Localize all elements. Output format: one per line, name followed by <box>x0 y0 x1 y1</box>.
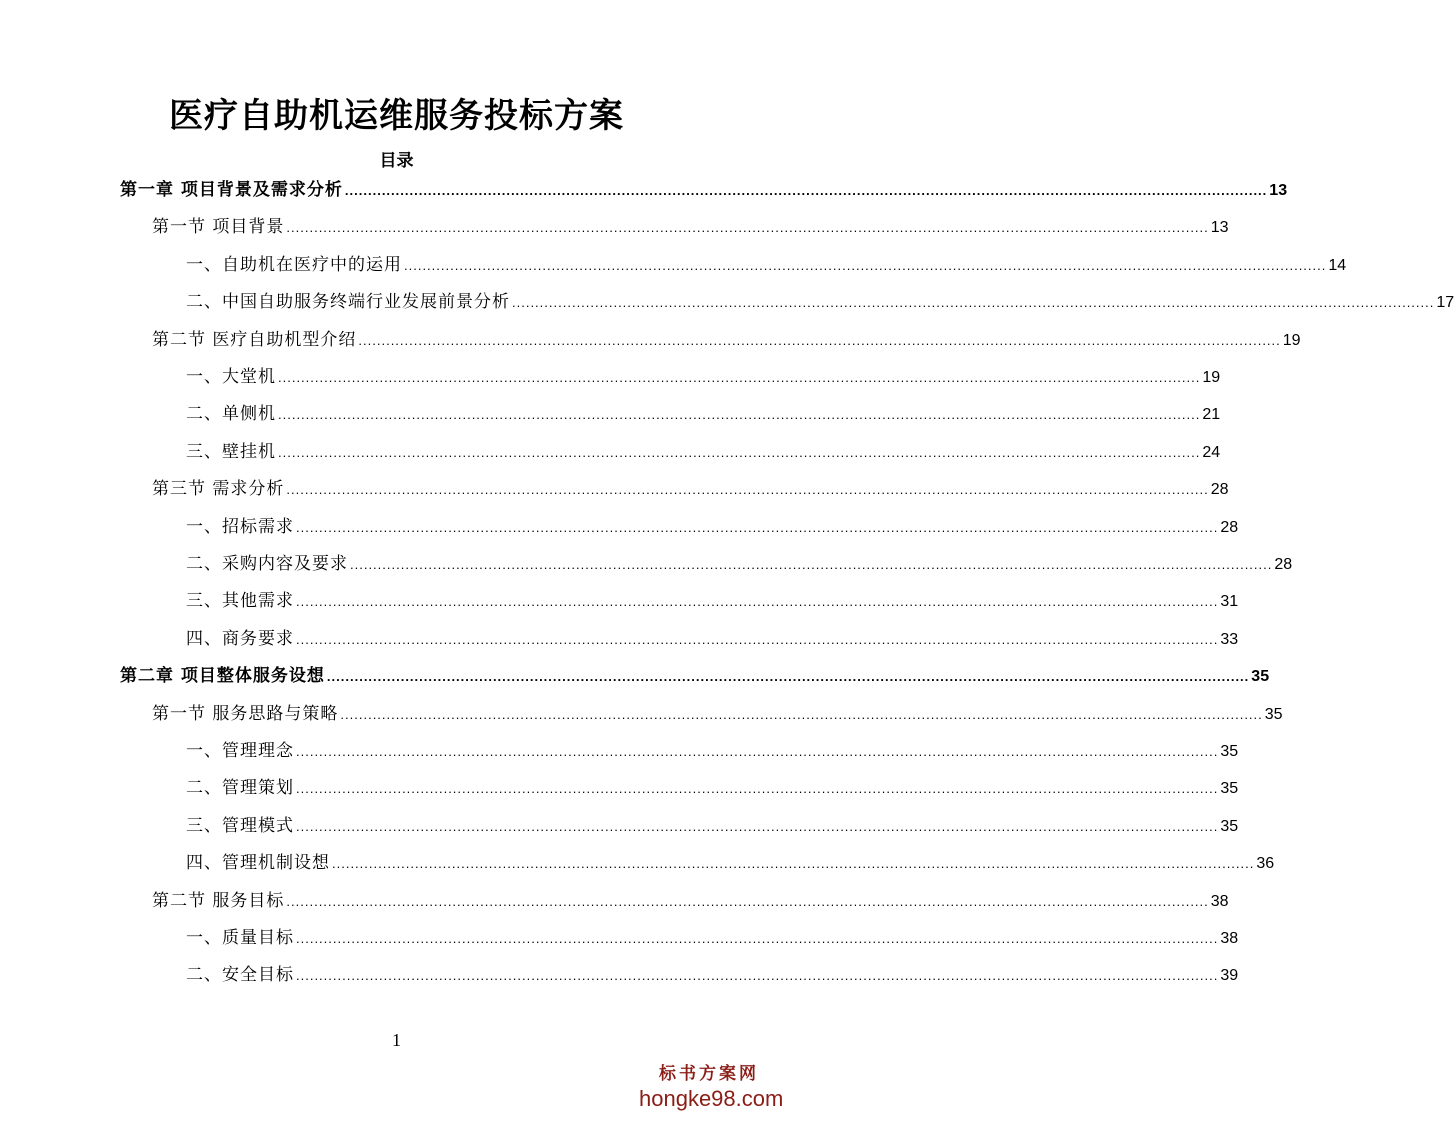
toc-dot-leader: ........................................................................................................................................................................................................ <box>296 818 1219 834</box>
toc-dot-leader: ........................................................................................................................................................................................................ <box>286 220 1209 236</box>
toc-entry-label: 第一节 服务思路与策略 <box>152 703 339 724</box>
toc-entry-label: 一、大堂机 <box>186 367 276 387</box>
toc-subsection-entry[interactable] <box>186 400 1221 428</box>
toc-section-entry[interactable] <box>152 700 1283 728</box>
toc-chapter-entry[interactable] <box>120 176 1288 204</box>
toc-dot-leader: ........................................................................................................................................................................................................ <box>278 370 1201 385</box>
toc-dot-leader: ........................................................................................................................................................................................................ <box>278 444 1201 460</box>
toc-dot-leader: ........................................................................................................................................................................................................ <box>358 332 1281 348</box>
toc-entry-page: 28 <box>1210 481 1229 499</box>
toc-subsection-entry[interactable] <box>186 625 1239 653</box>
document-title: 医疗自助机运维服务投标方案 <box>169 96 624 136</box>
toc-section-entry[interactable] <box>152 213 1229 241</box>
toc-entry-page: 14 <box>1328 256 1347 274</box>
toc-chapter-entry[interactable] <box>120 662 1270 690</box>
toc-entry-label: 第三节 需求分析 <box>152 479 285 500</box>
toc-dot-leader: ........................................................................................................................................................................................................ <box>296 519 1219 535</box>
toc-section-entry[interactable] <box>152 326 1301 354</box>
toc-entry-page: 17 <box>1436 294 1454 312</box>
toc-entry-label: 第一章 项目背景及需求分析 <box>120 180 343 200</box>
toc-entry-page: 19 <box>1202 369 1221 386</box>
toc-dot-leader: ........................................................................................................................................................................................................ <box>286 482 1209 498</box>
toc-dot-leader: ........................................................................................................................................................................................................ <box>512 295 1435 311</box>
toc-subsection-entry[interactable] <box>186 438 1221 466</box>
toc-subsection-entry[interactable] <box>186 513 1239 541</box>
toc-dot-leader: ........................................................................................................................................................................................................ <box>296 594 1219 610</box>
toc-entry-label: 一、自助机在医疗中的运用 <box>186 254 402 275</box>
toc-entry-page: 38 <box>1220 930 1239 947</box>
toc-entry-page: 31 <box>1220 593 1239 611</box>
toc-subsection-entry[interactable] <box>186 849 1275 877</box>
toc-dot-leader: ........................................................................................................................................................................................................ <box>332 856 1255 872</box>
toc-entry-label: 二、安全目标 <box>186 965 294 986</box>
toc-entry-label: 三、管理模式 <box>186 815 294 836</box>
toc-subsection-entry[interactable] <box>186 288 1454 316</box>
toc-subsection-entry[interactable] <box>186 251 1347 279</box>
toc-subsection-entry[interactable] <box>186 812 1239 840</box>
toc-entry-page: 38 <box>1210 892 1229 910</box>
toc-entry-page: 39 <box>1220 967 1239 985</box>
toc-entry-page: 33 <box>1220 630 1239 648</box>
toc-section-entry[interactable] <box>152 475 1229 503</box>
toc-entry-page: 35 <box>1220 743 1239 760</box>
toc-dot-leader: ........................................................................................................................................................................................................ <box>286 893 1209 909</box>
watermark-url: hongke98.com <box>639 1086 784 1111</box>
toc-entry-label: 二、采购内容及要求 <box>186 554 348 574</box>
toc-entry-label: 第一节 项目背景 <box>152 217 285 238</box>
toc-dot-leader: ........................................................................................................................................................................................................ <box>326 669 1250 685</box>
toc-entry-page: 24 <box>1202 443 1221 461</box>
watermark <box>639 1059 784 1112</box>
toc-subsection-entry[interactable] <box>186 961 1239 989</box>
toc-dot-leader: ........................................................................................................................................................................................................ <box>344 183 1268 198</box>
toc-entry-label: 第二节 医疗自助机型介绍 <box>152 329 357 350</box>
toc-subsection-entry[interactable] <box>186 587 1239 615</box>
toc-entry-page: 36 <box>1256 855 1275 873</box>
toc-entry-page: 35 <box>1251 668 1270 686</box>
toc-entry-label: 第二节 服务目标 <box>152 890 285 911</box>
toc-entry-label: 一、招标需求 <box>186 516 294 537</box>
toc-entry-label: 四、商务要求 <box>186 628 294 649</box>
toc-dot-leader: ........................................................................................................................................................................................................ <box>404 257 1327 273</box>
toc-entry-label: 四、管理机制设想 <box>186 853 330 874</box>
toc-subsection-entry[interactable] <box>186 737 1239 765</box>
toc-dot-leader: ........................................................................................................................................................................................................ <box>296 781 1219 797</box>
toc-entry-page: 35 <box>1264 705 1283 723</box>
toc-subsection-entry[interactable] <box>186 774 1239 802</box>
toc-dot-leader: ........................................................................................................................................................................................................ <box>278 407 1201 423</box>
toc-section-entry[interactable] <box>152 887 1229 915</box>
toc-entry-page: 19 <box>1282 331 1301 349</box>
toc-entry-page: 35 <box>1220 780 1239 798</box>
toc-subsection-entry[interactable] <box>186 363 1221 391</box>
watermark-name: 标书方案网 <box>659 1064 759 1084</box>
toc-entry-page: 13 <box>1210 219 1229 237</box>
toc-entry-page: 28 <box>1220 518 1239 536</box>
toc-entry-label: 一、质量目标 <box>186 928 294 948</box>
page-number: 1 <box>392 1030 401 1050</box>
toc-entry-page: 13 <box>1269 182 1288 199</box>
toc-dot-leader: ........................................................................................................................................................................................................ <box>296 931 1219 946</box>
toc-entry-label: 二、中国自助服务终端行业发展前景分析 <box>186 292 510 313</box>
toc-entry-label: 二、管理策划 <box>186 778 294 799</box>
toc-dot-leader: ........................................................................................................................................................................................................ <box>296 968 1219 984</box>
toc-dot-leader: ........................................................................................................................................................................................................ <box>296 631 1219 647</box>
toc-heading: 目录 <box>379 151 414 171</box>
toc-entry-label: 三、其他需求 <box>186 591 294 612</box>
toc-dot-leader: ........................................................................................................................................................................................................ <box>350 557 1273 572</box>
toc-entry-page: 35 <box>1220 817 1239 835</box>
toc-entry-label: 第二章 项目整体服务设想 <box>120 666 325 687</box>
toc-entry-page: 21 <box>1202 406 1221 424</box>
toc-subsection-entry[interactable] <box>186 550 1293 578</box>
toc-dot-leader: ........................................................................................................................................................................................................ <box>296 744 1219 759</box>
toc-entry-label: 三、壁挂机 <box>186 441 276 462</box>
toc-dot-leader: ........................................................................................................................................................................................................ <box>340 706 1263 722</box>
toc-entry-page: 28 <box>1274 556 1293 573</box>
toc-entry-label: 一、管理理念 <box>186 741 294 761</box>
toc-subsection-entry[interactable] <box>186 924 1239 952</box>
toc-entry-label: 二、单侧机 <box>186 404 276 425</box>
